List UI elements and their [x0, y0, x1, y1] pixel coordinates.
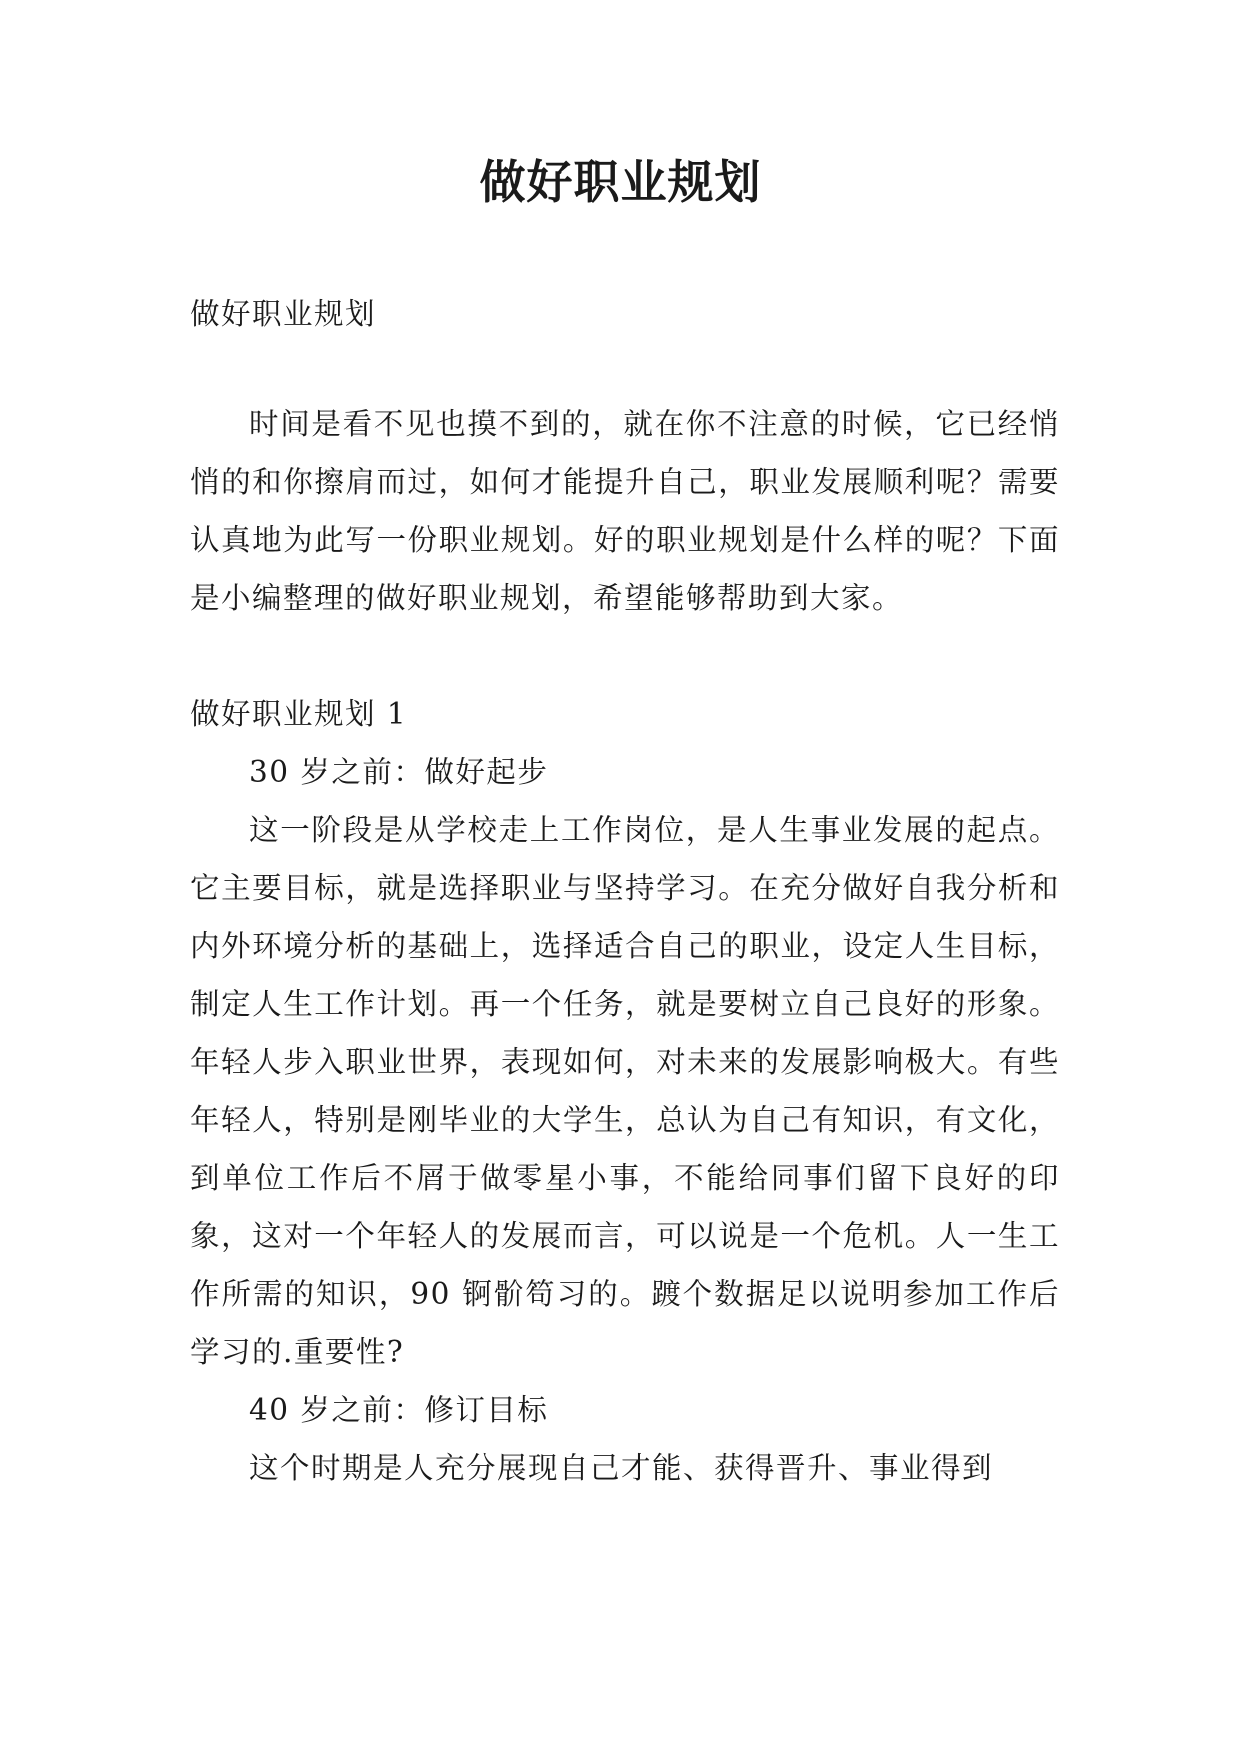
stage-paragraph: 这个时期是人充分展现自己才能、获得晋升、事业得到 — [249, 1451, 994, 1485]
intro-paragraph: 时间是看不见也摸不到的，就在你不注意的时候，它已经悄悄的和你擦肩而过，如何才能提升自己，职业发展顺利呢？需要认真地为此写一份职业规划。好的职业规划是什么样的呢？下面是小编整理的做好职业规划，希望能够帮助到大家。 — [190, 407, 1060, 615]
document-title: 做好职业规划 — [479, 155, 762, 209]
stage-heading: 40 岁之前：修订目标 — [249, 1393, 549, 1427]
spacer — [190, 627, 1060, 685]
stage-heading: 30 岁之前：做好起步 — [249, 755, 549, 789]
document-body — [190, 285, 1060, 1497]
section-heading: 做好职业规划 1 — [190, 697, 408, 731]
spacer — [190, 343, 1060, 395]
document-subtitle: 做好职业规划 — [190, 297, 377, 331]
stage-paragraph: 这一阶段是从学校走上工作岗位，是人生事业发展的起点。它主要目标，就是选择职业与坚持学习。在充分做好自我分析和内外环境分析的基础上，选择适合自己的职业，设定人生目标，制定人生工作计划。再一个任务，就是要树立自己良好的形象。年轻人步入职业世界，表现如何，对未来的发展影响极大。有些年轻人，特别是刚毕业的大学生，总认为自己有知识，有文化，到单位工作后不屑于做零星小事，不能给同事们留下良好的印象，这对一个年轻人的发展而言，可以说是一个危机。人一生工作所需的知识，90 锕骱笱习的。踱个数据足以说明参加工作后学习的.重要性? — [190, 813, 1060, 1369]
